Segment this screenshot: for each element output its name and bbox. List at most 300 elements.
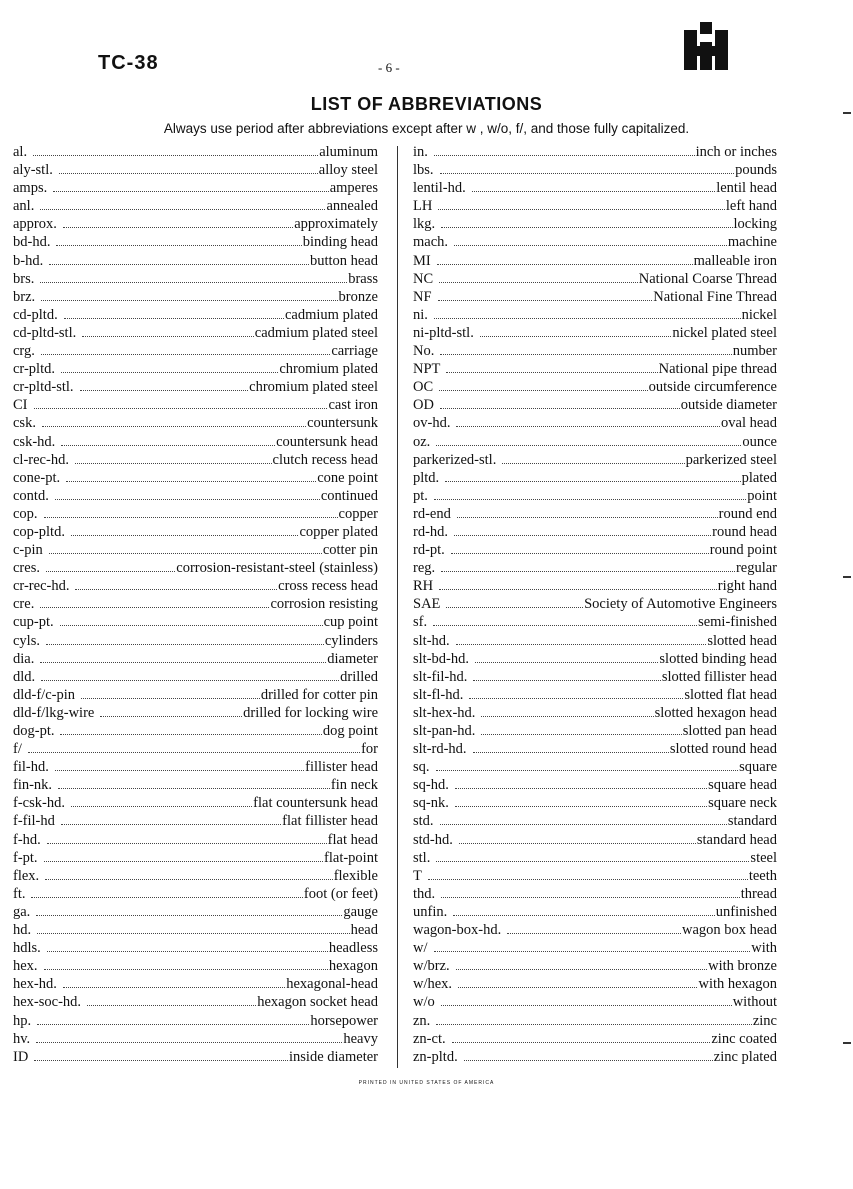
- abbreviation: cd-pltd.: [13, 306, 58, 323]
- meaning: alloy steel: [318, 162, 378, 179]
- dot-leader: [433, 625, 697, 626]
- dot-leader: [445, 481, 740, 482]
- meaning: corrosion-resistant-steel (stainless): [176, 560, 378, 577]
- dot-leader: [61, 445, 275, 446]
- document-code: TC-38: [98, 52, 159, 74]
- meaning: slotted binding head: [659, 650, 777, 667]
- dot-leader: [60, 734, 321, 735]
- abbreviation: dog-pt.: [13, 723, 55, 739]
- meaning: drilled for locking wire: [243, 704, 378, 721]
- abbreviation: in.: [413, 144, 428, 160]
- dot-leader: [455, 806, 707, 807]
- dot-leader: [40, 282, 347, 283]
- abbreviation-row: [413, 469, 777, 487]
- meaning: cast iron: [328, 397, 378, 414]
- abbreviation: unfin.: [413, 903, 448, 920]
- abbreviation-row: [413, 559, 777, 577]
- abbreviation: wagon-box-hd.: [413, 922, 502, 939]
- abbreviation: hd.: [13, 922, 32, 939]
- abbreviation: f-pt.: [13, 849, 38, 866]
- abbreviation: MI: [413, 252, 431, 269]
- abbreviation-row: [413, 1048, 777, 1066]
- abbreviation: slt-rd-hd.: [413, 741, 467, 758]
- abbreviation: lkg.: [413, 216, 436, 233]
- abbreviation-row: [13, 469, 378, 487]
- dot-leader: [481, 716, 653, 717]
- dot-leader: [446, 607, 583, 608]
- abbreviation: cop.: [13, 505, 38, 522]
- abbreviation: crg.: [13, 343, 35, 360]
- right-abbreviation-column: [413, 143, 777, 1066]
- dot-leader: [100, 716, 242, 717]
- abbreviation: rd-hd.: [413, 523, 449, 540]
- dot-leader: [456, 969, 708, 970]
- abbreviation-row: [413, 433, 777, 451]
- dot-leader: [446, 372, 657, 373]
- abbreviation-row: [413, 233, 777, 251]
- meaning: slotted flat head: [684, 686, 777, 703]
- abbreviation: LH: [413, 198, 433, 215]
- dot-leader: [473, 752, 669, 753]
- meaning: zinc coated: [711, 1030, 777, 1047]
- abbreviation-row: [413, 306, 777, 324]
- meaning: annealed: [326, 198, 378, 215]
- meaning: cadmium plated steel: [254, 324, 378, 341]
- meaning: aluminum: [319, 144, 378, 160]
- meaning: head: [350, 922, 378, 939]
- abbreviation: csk.: [13, 415, 36, 432]
- abbreviation-row: [13, 487, 378, 505]
- abbreviation-row: [13, 740, 378, 758]
- abbreviation-row: [13, 704, 378, 722]
- abbreviation-row: [13, 632, 378, 650]
- dot-leader: [440, 354, 731, 355]
- abbreviation: ni.: [413, 306, 428, 323]
- abbreviation: cyls.: [13, 632, 40, 649]
- abbreviation: cre.: [13, 596, 35, 613]
- meaning: zinc plated: [713, 1048, 777, 1065]
- abbreviation: f/: [13, 741, 22, 758]
- meaning: countersunk head: [276, 433, 378, 450]
- abbreviation-row: [13, 451, 378, 469]
- dot-leader: [436, 445, 741, 446]
- abbreviation: hp.: [13, 1012, 32, 1029]
- meaning: dog point: [322, 723, 378, 739]
- meaning: gauge: [343, 903, 378, 920]
- abbreviation: ft.: [13, 885, 26, 902]
- abbreviation-row: [413, 487, 777, 505]
- meaning: carriage: [331, 343, 378, 360]
- meaning: teeth: [748, 867, 777, 884]
- abbreviation-row: [13, 143, 378, 161]
- abbreviation-row: [413, 776, 777, 794]
- dot-leader: [502, 463, 684, 464]
- abbreviation: mach.: [413, 234, 449, 251]
- meaning: lentil head: [716, 180, 777, 197]
- dot-leader: [507, 933, 681, 934]
- dot-leader: [60, 625, 323, 626]
- abbreviation-row: [13, 342, 378, 360]
- dot-leader: [71, 535, 299, 536]
- abbreviation: cd-pltd-stl.: [13, 324, 77, 341]
- abbreviation-row: [13, 179, 378, 197]
- abbreviation: b-hd.: [13, 252, 44, 269]
- page-title: LIST OF ABBREVIATIONS: [310, 94, 543, 114]
- meaning: nickel plated steel: [672, 324, 777, 341]
- abbreviation: c-pin: [13, 542, 43, 559]
- abbreviation: rd-end: [413, 505, 451, 522]
- dot-leader: [441, 1005, 732, 1006]
- abbreviation: fil-hd.: [13, 759, 49, 776]
- meaning: cone point: [317, 469, 378, 486]
- abbreviation: CI: [13, 397, 28, 414]
- abbreviation: No.: [413, 343, 435, 360]
- meaning: square neck: [708, 795, 777, 812]
- meaning: semi-finished: [698, 614, 777, 631]
- meaning: corrosion resisting: [270, 596, 378, 613]
- meaning: National Coarse Thread: [638, 270, 777, 287]
- abbreviation-row: [413, 831, 777, 849]
- meaning: square: [739, 759, 777, 776]
- meaning: round end: [718, 505, 777, 522]
- meaning: outside circumference: [648, 379, 777, 396]
- dot-leader: [56, 245, 301, 246]
- abbreviation-row: [413, 650, 777, 668]
- dot-leader: [55, 499, 320, 500]
- meaning: outside diameter: [680, 397, 777, 414]
- abbreviation: std-hd.: [413, 831, 453, 848]
- abbreviation: SAE: [413, 596, 441, 613]
- meaning: hexagon: [328, 958, 378, 975]
- dot-leader: [44, 969, 328, 970]
- dot-leader: [42, 426, 306, 427]
- abbreviation: sq.: [413, 759, 430, 776]
- abbreviation-row: [13, 650, 378, 668]
- abbreviation: T: [413, 867, 422, 884]
- meaning: hexagonal-head: [286, 976, 378, 993]
- abbreviation-row: [13, 613, 378, 631]
- abbreviation-row: [413, 867, 777, 885]
- abbreviation: stl.: [413, 849, 431, 866]
- abbreviation-row: [13, 414, 378, 432]
- meaning: right hand: [717, 578, 777, 595]
- abbreviation: contd.: [13, 487, 49, 504]
- abbreviation-row: [13, 595, 378, 613]
- dot-leader: [434, 318, 741, 319]
- meaning: slotted head: [707, 632, 777, 649]
- abbreviation: slt-hex-hd.: [413, 704, 476, 721]
- meaning: amperes: [329, 180, 378, 197]
- dot-leader: [33, 155, 318, 156]
- dot-leader: [458, 987, 697, 988]
- meaning: regular: [735, 560, 777, 577]
- meaning: unfinished: [715, 903, 777, 920]
- abbreviation-row: [413, 197, 777, 215]
- abbreviation-row: [413, 595, 777, 613]
- meaning: brass: [348, 270, 378, 287]
- ih-logo-icon: [684, 22, 728, 70]
- abbreviation: hex.: [13, 958, 38, 975]
- abbreviation-row: [413, 451, 777, 469]
- dot-leader: [64, 318, 284, 319]
- abbreviation-row: [413, 179, 777, 197]
- abbreviation: bd-hd.: [13, 234, 51, 251]
- abbreviation: cr-pltd-stl.: [13, 379, 74, 396]
- abbreviation: sq-nk.: [413, 795, 449, 812]
- dot-leader: [456, 644, 707, 645]
- meaning: without: [732, 994, 777, 1011]
- abbreviation: thd.: [413, 885, 436, 902]
- meaning: binding head: [302, 234, 378, 251]
- meaning: left hand: [725, 198, 777, 215]
- meaning: National pipe thread: [658, 361, 777, 378]
- abbreviation: brz.: [13, 288, 36, 305]
- abbreviation-row: [413, 360, 777, 378]
- abbreviation-row: [13, 233, 378, 251]
- abbreviation-row: [13, 577, 378, 595]
- dot-leader: [61, 372, 278, 373]
- abbreviation-row: [13, 668, 378, 686]
- abbreviation-row: [413, 903, 777, 921]
- meaning: standard head: [696, 831, 777, 848]
- abbreviation-row: [13, 433, 378, 451]
- abbreviation: anl.: [13, 198, 35, 215]
- dot-leader: [46, 571, 175, 572]
- abbreviation: cl-rec-hd.: [13, 451, 69, 468]
- meaning: with hexagon: [698, 976, 777, 993]
- abbreviation-row: [413, 523, 777, 541]
- abbreviation-row: [13, 270, 378, 288]
- abbreviation: hdls.: [13, 940, 41, 957]
- abbreviation-row: [13, 686, 378, 704]
- meaning: inch or inches: [695, 144, 777, 160]
- dot-leader: [472, 191, 715, 192]
- abbreviation: cr-rec-hd.: [13, 578, 70, 595]
- abbreviation-row: [413, 342, 777, 360]
- margin-mark: [843, 576, 851, 578]
- dot-leader: [439, 390, 647, 391]
- abbreviation: w/brz.: [413, 958, 450, 975]
- abbreviation-row: [413, 414, 777, 432]
- abbreviation: brs.: [13, 270, 35, 287]
- dot-leader: [75, 463, 272, 464]
- page-number: - 6 -: [378, 60, 400, 75]
- abbreviation-row: [413, 541, 777, 559]
- abbreviation: slt-fil-hd.: [413, 668, 468, 685]
- dot-leader: [81, 698, 260, 699]
- abbreviation: rd-pt.: [413, 542, 445, 559]
- abbreviation: cup-pt.: [13, 614, 54, 631]
- meaning: headless: [328, 940, 378, 957]
- dot-leader: [80, 390, 249, 391]
- abbreviation: dld-f/c-pin: [13, 686, 76, 703]
- dot-leader: [61, 824, 281, 825]
- dot-leader: [63, 227, 293, 228]
- abbreviation-row: [13, 993, 378, 1011]
- meaning: slotted fillister head: [661, 668, 777, 685]
- abbreviation-row: [413, 668, 777, 686]
- meaning: countersunk: [307, 415, 378, 432]
- dot-leader: [44, 861, 323, 862]
- meaning: flat-point: [324, 849, 378, 866]
- dot-leader: [481, 734, 681, 735]
- meaning: standard: [727, 813, 777, 830]
- meaning: round head: [712, 523, 777, 540]
- meaning: ounce: [742, 433, 777, 450]
- abbreviation: std.: [413, 813, 434, 830]
- dot-leader: [475, 662, 658, 663]
- abbreviation-row: [13, 252, 378, 270]
- abbreviation: dia.: [13, 650, 35, 667]
- abbreviation: zn.: [413, 1012, 431, 1029]
- abbreviation-row: [413, 577, 777, 595]
- dot-leader: [41, 354, 330, 355]
- abbreviation-row: [13, 378, 378, 396]
- meaning: flat head: [327, 831, 378, 848]
- dot-leader: [464, 1060, 713, 1061]
- dot-leader: [41, 300, 337, 301]
- abbreviation-row: [13, 957, 378, 975]
- dot-leader: [49, 553, 322, 554]
- meaning: fillister head: [305, 759, 378, 776]
- dot-leader: [37, 1024, 309, 1025]
- dot-leader: [439, 589, 717, 590]
- meaning: drilled for cotter pin: [260, 686, 378, 703]
- abbreviation-row: [13, 505, 378, 523]
- dot-leader: [455, 788, 707, 789]
- abbreviation: zn-ct.: [413, 1030, 446, 1047]
- dot-leader: [441, 571, 735, 572]
- column-divider: [397, 146, 398, 1068]
- abbreviation: aly-stl.: [13, 162, 53, 179]
- dot-leader: [40, 209, 325, 210]
- abbreviation-row: [413, 1030, 777, 1048]
- meaning: Society of Automotive Engineers: [584, 596, 777, 613]
- abbreviation-row: [413, 613, 777, 631]
- meaning: with: [751, 940, 777, 957]
- dot-leader: [87, 1005, 256, 1006]
- meaning: flexible: [333, 867, 378, 884]
- dot-leader: [436, 861, 749, 862]
- abbreviation: flex.: [13, 867, 40, 884]
- abbreviation: hex-soc-hd.: [13, 994, 82, 1011]
- abbreviation-row: [13, 831, 378, 849]
- dot-leader: [456, 426, 720, 427]
- abbreviation-row: [13, 794, 378, 812]
- abbreviation-row: [413, 215, 777, 233]
- abbreviation-row: [413, 704, 777, 722]
- dot-leader: [31, 897, 302, 898]
- dot-leader: [440, 824, 727, 825]
- abbreviation-row: [413, 270, 777, 288]
- abbreviation: amps.: [13, 180, 48, 197]
- meaning: pounds: [735, 162, 777, 179]
- meaning: cup point: [323, 614, 378, 631]
- meaning: flat fillister head: [282, 813, 378, 830]
- abbreviation: slt-bd-hd.: [413, 650, 469, 667]
- abbreviation-row: [413, 957, 777, 975]
- abbreviation: hv.: [13, 1030, 31, 1047]
- usage-note: Always use period after abbreviations except after w , w/o, f/, and those fully capitalized.: [163, 121, 690, 136]
- abbreviation-row: [413, 252, 777, 270]
- abbreviation: w/: [413, 940, 428, 957]
- abbreviation-row: [413, 722, 777, 740]
- abbreviation: approx.: [13, 216, 57, 233]
- dot-leader: [34, 408, 328, 409]
- dot-leader: [44, 517, 338, 518]
- dot-leader: [36, 915, 342, 916]
- dot-leader: [63, 987, 285, 988]
- dot-leader: [49, 264, 309, 265]
- dot-leader: [469, 698, 683, 699]
- meaning: slotted hexagon head: [654, 704, 777, 721]
- abbreviation-row: [13, 197, 378, 215]
- dot-leader: [53, 191, 328, 192]
- abbreviation-row: [413, 993, 777, 1011]
- dot-leader: [441, 897, 740, 898]
- abbreviation: cr-pltd.: [13, 361, 55, 378]
- dot-leader: [45, 879, 333, 880]
- dot-leader: [58, 788, 330, 789]
- abbreviation-row: [13, 921, 378, 939]
- abbreviation-row: [13, 903, 378, 921]
- abbreviation-row: [13, 812, 378, 830]
- abbreviation: pltd.: [413, 469, 440, 486]
- abbreviation-row: [13, 849, 378, 867]
- dot-leader: [440, 408, 680, 409]
- dot-leader: [454, 535, 711, 536]
- abbreviation-row: [413, 849, 777, 867]
- meaning: round point: [709, 542, 777, 559]
- abbreviation: ov-hd.: [413, 415, 451, 432]
- meaning: copper plated: [299, 523, 378, 540]
- abbreviation-row: [413, 143, 777, 161]
- meaning: cadmium plated: [284, 306, 378, 323]
- dot-leader: [34, 1060, 288, 1061]
- abbreviation: slt-pan-hd.: [413, 723, 476, 739]
- abbreviation-row: [413, 161, 777, 179]
- abbreviation-row: [413, 632, 777, 650]
- abbreviation: w/o: [413, 994, 435, 1011]
- meaning: drilled: [340, 668, 378, 685]
- abbreviation: sq-hd.: [413, 777, 449, 794]
- meaning: for: [361, 741, 378, 758]
- meaning: foot (or feet): [303, 885, 378, 902]
- abbreviation-row: [413, 288, 777, 306]
- abbreviation: f-fil-hd: [13, 813, 55, 830]
- meaning: cotter pin: [322, 542, 378, 559]
- abbreviation: lbs.: [413, 162, 434, 179]
- meaning: continued: [320, 487, 378, 504]
- abbreviation-row: [13, 324, 378, 342]
- meaning: bronze: [338, 288, 378, 305]
- meaning: wagon box head: [681, 922, 777, 939]
- abbreviation-row: [13, 776, 378, 794]
- dot-leader: [82, 336, 254, 337]
- dot-leader: [440, 173, 735, 174]
- meaning: button head: [309, 252, 378, 269]
- dot-leader: [436, 1024, 752, 1025]
- meaning: cylinders: [324, 632, 378, 649]
- dot-leader: [36, 1042, 342, 1043]
- abbreviation-row: [413, 686, 777, 704]
- meaning: flat countersunk head: [253, 795, 378, 812]
- abbreviation: NF: [413, 288, 432, 305]
- dot-leader: [59, 173, 318, 174]
- dot-leader: [441, 227, 732, 228]
- meaning: chromium plated: [279, 361, 378, 378]
- dot-leader: [47, 843, 327, 844]
